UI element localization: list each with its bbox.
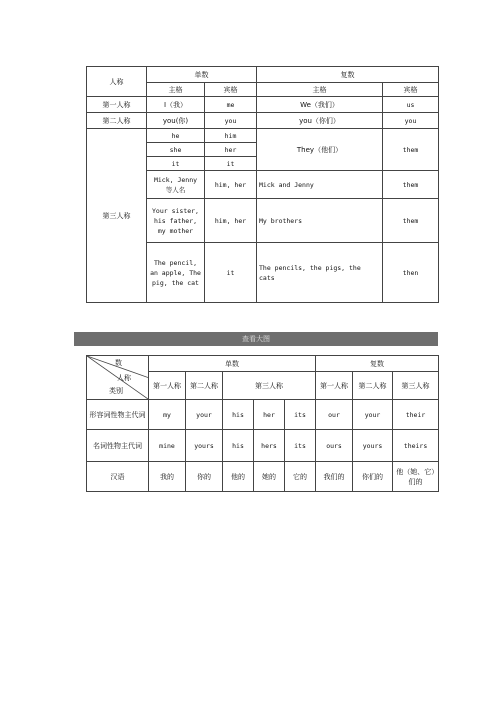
cell: The pencil, an apple, The pig, the cat (147, 243, 205, 303)
singular-header: 单数 (147, 67, 257, 83)
plural-header: 复数 (316, 356, 439, 372)
cell: his (223, 430, 254, 462)
pl-object-header: 宾格 (383, 83, 439, 97)
cell: it (205, 243, 257, 303)
cell: 我们的 (316, 462, 353, 492)
singular-header: 单数 (149, 356, 316, 372)
third-person-header: 第三人称 (223, 372, 316, 400)
possessive-pronoun-table (86, 355, 439, 492)
cell: 它的 (285, 462, 316, 492)
row-label: 第三人称 (87, 129, 147, 303)
personal-pronoun-table (86, 66, 439, 303)
second-person-header: 第二人称 (186, 372, 223, 400)
cell: her (254, 400, 285, 430)
cell: them (383, 171, 439, 199)
cell: him, her (205, 171, 257, 199)
second-person-header: 第二人称 (353, 372, 393, 400)
cell: you (205, 113, 257, 129)
cell: My brothers (257, 199, 383, 243)
cell: 他（她、它）们的 (393, 462, 439, 492)
cell: him (205, 129, 257, 143)
cell: he (147, 129, 205, 143)
row-label: 形容词性物主代词 (87, 400, 149, 430)
cell: We（我们） (257, 97, 383, 113)
cell: my (149, 400, 186, 430)
cell: Mick, Jenny 等人名 (147, 171, 205, 199)
table-row (87, 97, 439, 113)
corner-person: 人称 (117, 374, 131, 382)
table-row (87, 400, 439, 430)
cell: hers (254, 430, 285, 462)
cell: it (205, 157, 257, 171)
cell: your (353, 400, 393, 430)
cell: his (223, 400, 254, 430)
cell: 你们的 (353, 462, 393, 492)
cell: Mick and Jenny (257, 171, 383, 199)
cell: 你的 (186, 462, 223, 492)
cell: mine (149, 430, 186, 462)
cell: her (205, 143, 257, 157)
cell: Your sister, his father, my mother (147, 199, 205, 243)
cell: it (147, 157, 205, 171)
cell: yours (186, 430, 223, 462)
row-label: 第一人称 (87, 97, 147, 113)
cell: she (147, 143, 205, 157)
table-row (87, 129, 439, 143)
first-person-header: 第一人称 (316, 372, 353, 400)
cell: their (393, 400, 439, 430)
cell: 我的 (149, 462, 186, 492)
cell: then (383, 243, 439, 303)
cell: 她的 (254, 462, 285, 492)
cell: him, her (205, 199, 257, 243)
cell: The pencils, the pigs, the cats (257, 243, 383, 303)
sg-object-header: 宾格 (205, 83, 257, 97)
view-large-image-link[interactable]: 查看大图 (74, 332, 438, 346)
row-label: 第二人称 (87, 113, 147, 129)
cell: theirs (393, 430, 439, 462)
cell: I（我） (147, 97, 205, 113)
pl-subject-header: 主格 (257, 83, 383, 97)
sg-subject-header: 主格 (147, 83, 205, 97)
cell: its (285, 400, 316, 430)
cell: them (383, 199, 439, 243)
cell: our (316, 400, 353, 430)
table-row (87, 462, 439, 492)
third-person-header: 第三人称 (393, 372, 439, 400)
cell: 他的 (223, 462, 254, 492)
row-label: 名词性物主代词 (87, 430, 149, 462)
cell: us (383, 97, 439, 113)
corner-number: 数 (115, 359, 122, 367)
cell: them (383, 129, 439, 171)
cell: yours (353, 430, 393, 462)
table-row (87, 113, 439, 129)
first-person-header: 第一人称 (149, 372, 186, 400)
cell: you (383, 113, 439, 129)
cell: They（他们） (257, 129, 383, 171)
cell: your (186, 400, 223, 430)
cell: you(你) (147, 113, 205, 129)
cell: its (285, 430, 316, 462)
cell: you（你们） (257, 113, 383, 129)
corner-cell (87, 356, 149, 400)
cell: me (205, 97, 257, 113)
row-label: 汉语 (87, 462, 149, 492)
cell: ours (316, 430, 353, 462)
corner-category: 类别 (109, 387, 123, 395)
table-row (87, 430, 439, 462)
person-header: 人称 (87, 67, 147, 97)
plural-header: 复数 (257, 67, 439, 83)
